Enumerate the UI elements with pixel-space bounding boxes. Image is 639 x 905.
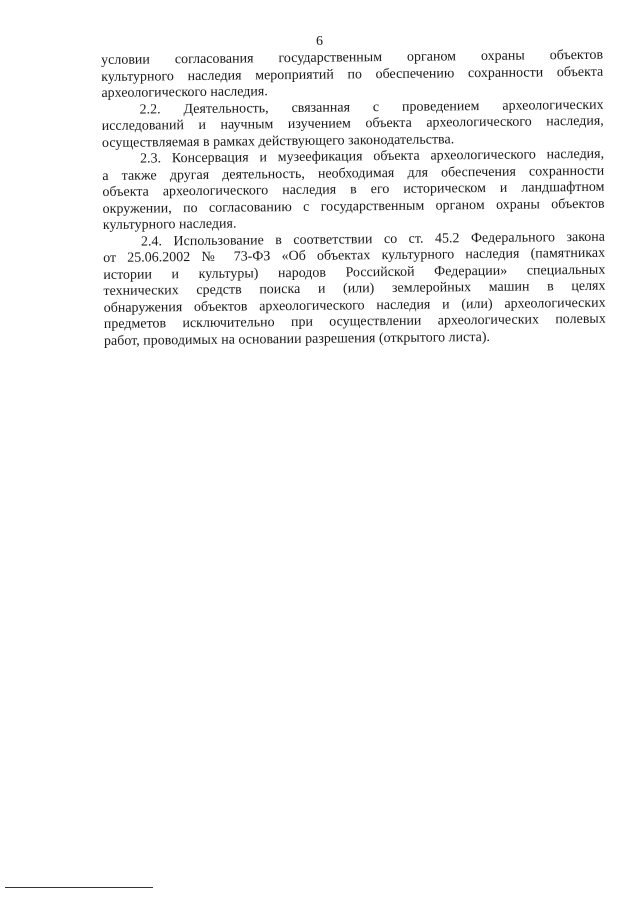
text-line: условии согласования государственным органом охраны объектов [101, 47, 604, 68]
document-body [101, 48, 606, 350]
text-line: 2.2. Деятельность, связанная с проведением археологических [139, 97, 604, 118]
text-line: осуществляемая в рамках действующего законодательства. [101, 131, 455, 151]
text-line: от 25.06.2002 № 73-ФЗ «Об объектах культурного наследия (памятниках [103, 245, 606, 266]
text-line: а также другая деятельность, необходимая для обеспечения сохранности [102, 163, 605, 184]
text-line: технических средств поиска и (или) землеройных машин в целях [103, 278, 606, 299]
text-line: окружении, по согласованию с государственным органом охраны объектов [102, 196, 605, 217]
text-line: обнаружения объектов археологического наследия и (или) археологических [103, 295, 606, 316]
paragraph-continuation [101, 48, 603, 103]
page-number: 6 [316, 34, 323, 49]
paragraph-2-3 [102, 147, 605, 235]
text-line: истории и культуры) народов Российской Федерации» специальных [103, 262, 606, 283]
text-line: культурного наследия мероприятий по обеспечению сохранности объекта [101, 64, 604, 85]
text-line: археологического наследия. [101, 84, 268, 101]
text-line: 2.4. Использование в соответствии со ст. 45.2 Федерального закона [140, 229, 606, 250]
text-line: культурного наследия. [102, 216, 237, 233]
text-line: предметов исключительно при осуществлении археологических полевых [103, 311, 606, 332]
text-line: исследований и научным изучением объекта археологического наследия, [101, 113, 604, 134]
paragraph-2-2 [102, 97, 604, 152]
text-line: 2.3. Консервация и музеефикация объекта археологического наследия, [140, 146, 605, 167]
paragraph-2-4 [103, 229, 606, 350]
text-line: работ, проводимых на основании разрешения (открытого листа). [103, 329, 491, 349]
text-line: объекта археологического наследия в его историческом и ландшафтном [102, 179, 605, 200]
footnote-separator [5, 887, 153, 888]
